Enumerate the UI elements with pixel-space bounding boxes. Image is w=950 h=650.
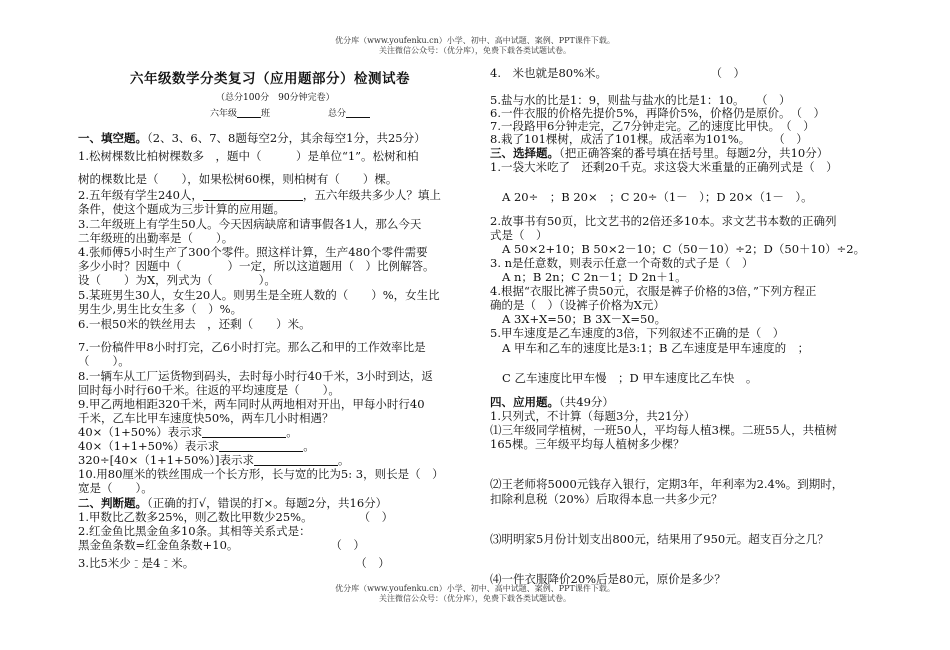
- apply-p1-line2: 165棵。三年级平均每人植树多少棵？: [490, 437, 685, 451]
- fill-q5-line2: 男生少,男生比女生多（ ）%。: [78, 302, 243, 316]
- apply-p1-line1: ⑴三年级同学植树，一班50人，平均每人植3棵。二班55人，共植树: [490, 423, 838, 437]
- choice-q3: 3. n是任意数，则表示任意一个奇数的式子是（ ）: [490, 256, 754, 270]
- exam-subtitle: （总分100分 90分钟完卷）: [216, 93, 335, 103]
- page-header-watermark: [0, 36, 950, 56]
- judge-q1: 1.甲数比乙数多25%，则乙数比甲数少25%。 （ ）: [78, 510, 394, 524]
- apply-sub1: 1.只列式，不计算（每题3分，共21分）: [490, 409, 696, 423]
- page-footer-watermark: [0, 584, 950, 604]
- fill-q8-line2: 回时每小时行60千米。往返的平均速度是（ ）。: [78, 383, 340, 397]
- choice-q1: 1.一袋大米吃了 还剩20千克。求这袋大米重量的正确列式是（ ）: [490, 160, 838, 174]
- exam-title: 六年级数学分类复习（应用题部分）检测试卷: [130, 71, 410, 87]
- choice-q4-line1: 4.根据“衣服比裤子贵50元，衣服是裤子价格的3倍，”下列方程正: [490, 284, 817, 298]
- fill-q9-line2: 千米，乙车比甲车速度快50%，两车几小时相遇？: [78, 411, 334, 425]
- choice-q5-options-b: C 乙车速度比甲车慢 ；D 甲车速度比乙车快 。: [502, 371, 758, 385]
- section2-heading: 二、判断题。（正确的打√，错误的打×。每题2分，共16分）: [78, 496, 388, 510]
- judge-q3: 3.比5米少 – – 是4 – – 米。 （ ）: [78, 556, 390, 571]
- fill-q9-line4: 40×（1+1+50%）表示求 。: [78, 439, 315, 453]
- apply-p4: ⑷一件衣服降价20%后是80元，原价是多少？: [490, 572, 726, 586]
- judge-q6: 6.一件衣服的价格先提价5%，再降价5%，价格仍是原价。 （ ）: [490, 106, 825, 120]
- fill-q5-line1: 5.某班男生30人，女生20人。则男生是全班人数的（ ）%，女生比: [78, 288, 440, 302]
- grade-label: 六年级: [210, 109, 238, 119]
- fill-q4-line3: 设（ ）为X，列式为（ ）。: [78, 273, 276, 287]
- class-label: 班: [261, 109, 271, 119]
- apply-p3: ⑶明明家5月份计划支出800元，结果用了950元。超支百分之几？: [490, 532, 829, 546]
- fraction-glyph: – –: [134, 556, 138, 571]
- choice-q3-options: A n；B 2n；C 2n－1；D 2n＋1。: [502, 270, 687, 284]
- fill-q2-line2: 条件，使这个题成为三步计算的应用题。: [78, 202, 285, 216]
- judge-q4: 4. 米也就是80%米。 （ ）: [490, 66, 746, 80]
- apply-p2-line2: 扣除利息税（20%）后取得本息一共多少元？: [490, 492, 723, 506]
- footer-line-2: 关注微信公众号：（优分库），免费下载各类试题试卷。: [379, 594, 571, 603]
- section3-heading: 三、选择题。（把正确答案的番号填在括号里。每题2分，共10分）: [490, 146, 829, 160]
- choice-q2-options: A 50×2+10；B 50×2－10；C（50－10）÷2；D（50＋10）÷2。: [502, 242, 866, 256]
- choice-q4-options: A 3X+X=50；B 3X－X=50。: [502, 312, 667, 326]
- student-info-row: [210, 106, 370, 121]
- fill-q10-line2: 宽是（ ）。: [78, 481, 153, 495]
- fill-q7-line1: 7.一份稿件甲8小时打完，乙6小时打完。那么乙和甲的工作效率比是: [78, 340, 426, 354]
- header-line-1: 优分库（www.youfenku.cn）小学、初中、高中试题、案例、PPT课件下载。: [335, 36, 615, 45]
- section4-heading: 四、应用题。（共49分）: [490, 395, 614, 409]
- fill-q9-line3: 40×（1+50%）表示求 。: [78, 425, 298, 439]
- score-label: 总分: [328, 109, 347, 119]
- judge-q5: 5.盐与水的比是1：9，则盐与盐水的比是1：10。 （ ）: [490, 93, 791, 107]
- footer-line-1: 优分库（www.youfenku.cn）小学、初中、高中试题、案例、PPT课件下载。: [335, 584, 615, 593]
- fill-q3-line1: 3.二年级班上有学生50人。今天因病缺席和请事假各1人，那么今天: [78, 217, 422, 231]
- fill-q6: 6.一根50米的铁丝用去 ，还剩（ ）米。: [78, 317, 311, 331]
- choice-q1-options: A 20÷ ；B 20× ；C 20÷（1－ ）；D 20×（1－ ）。: [502, 190, 813, 204]
- fill-q3-line2: 二年级班的出勤率是（ ）。: [78, 231, 234, 245]
- class-blank: [237, 106, 261, 118]
- fill-q4-line1: 4.张师傅5小时生产了300个零件。照这样计算，生产480个零件需要: [78, 245, 428, 259]
- fill-q2-line1: 2.五年级有学生240人， ，五六年级共多少人？填上: [78, 188, 441, 202]
- judge-q7: 7.一段路甲6分钟走完，乙7分钟走完。乙的速度比甲快。 （ ）: [490, 119, 815, 133]
- judge-q2-line1: 2.红金鱼比黑金鱼多10条。其相等关系式是：: [78, 524, 311, 538]
- judge-q8: 8.栽了101棵树，成活了101棵。成活率为101%。 （ ）: [490, 132, 808, 146]
- score-blank: [346, 106, 370, 118]
- fill-q8-line1: 8.一辆车从工厂运货物到码头，去时每小时行40千米，3小时到达，返: [78, 369, 433, 383]
- fill-q1-line2: 树的棵数比是（ ），如果松树60棵，则柏树有（ ）棵。: [78, 172, 398, 186]
- header-line-2: 关注微信公众号：（优分库），免费下载各类试题试卷。: [379, 46, 571, 55]
- fraction-glyph: – –: [164, 556, 168, 571]
- judge-q2-line2: 黑金鱼条数=红金鱼条数+10。 （ ）: [78, 538, 365, 552]
- apply-p2-line1: ⑵王老师将5000元钱存入银行，定期3年，年利率为2.4%。到期时，: [490, 477, 844, 491]
- fill-q9-line5: 320÷[40×（1+1+50%）]表示求 。: [78, 453, 350, 467]
- fill-q4-line2: 多少小时？因题中（ ）一定，所以这道题用（ ）比例解答。: [78, 259, 435, 273]
- choice-q5-options-a: A 甲车和乙车的速度比是3:1；B 乙车速度是甲车速度的 ；: [502, 341, 810, 355]
- fill-q2-blank: [203, 189, 303, 201]
- choice-q4-line2: 确的是（ ）（设裤子价格为X元）: [490, 298, 665, 312]
- fill-q7-line2: （ ）。: [78, 354, 130, 368]
- fill-q1-line1: 1.松树棵数比柏树棵数多 ，题中（ ）是单位“1”。松树和柏: [78, 149, 419, 163]
- choice-q2-line1: 2.故事书有50页，比文艺书的2倍还多10本。求文艺书本数的正确列: [490, 214, 837, 228]
- section1-heading: 一、填空题。（2、3、6、7、8题每空2分，其余每空1分，共25分）: [78, 131, 426, 145]
- choice-q5: 5.甲车速度是乙车速度的3倍，下列叙述不正确的是（ ）: [490, 326, 785, 340]
- choice-q2-line2: 式是（ ）: [490, 228, 548, 242]
- fill-q9-line1: 9.甲乙两地相距320千米，两车同时从两地相对开出，甲每小时行40: [78, 397, 425, 411]
- fill-q10-line1: 10.用80厘米的铁丝围成一个长方形，长与宽的比为5: 3，则长是（ ）: [78, 467, 444, 481]
